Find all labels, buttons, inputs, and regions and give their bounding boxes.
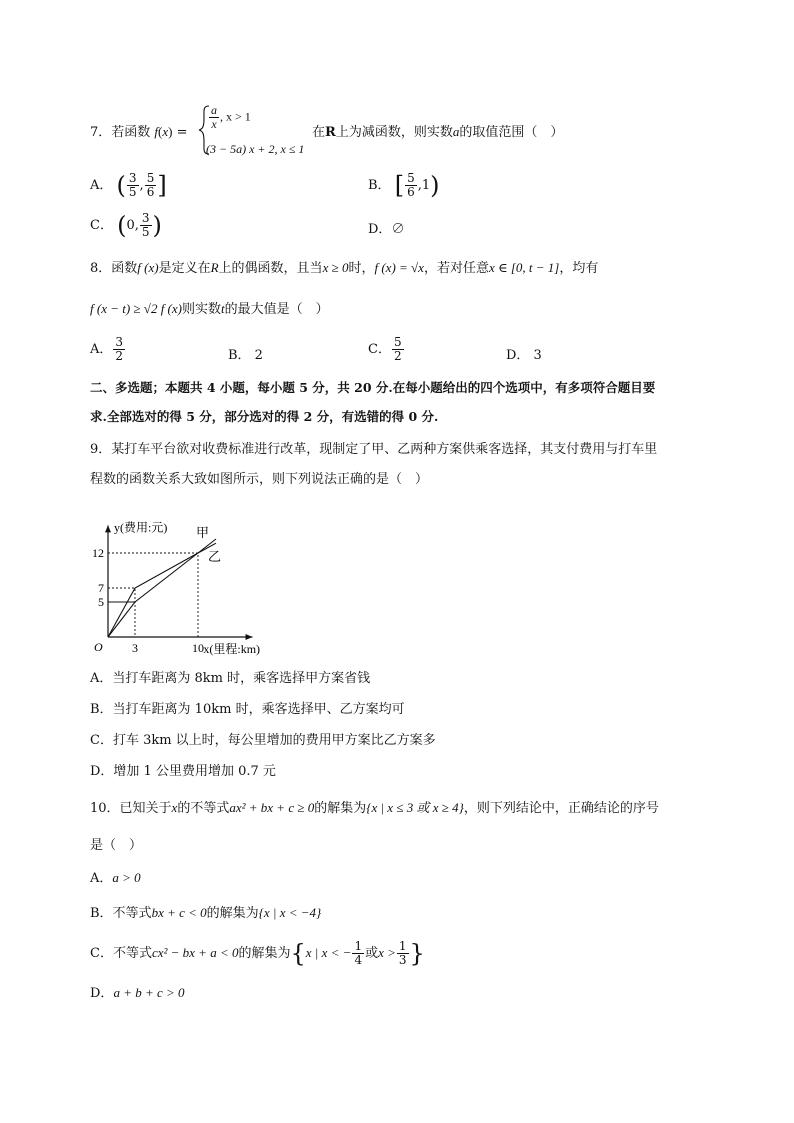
- q7-option-c[interactable]: [90, 212, 162, 239]
- y-tick-label: 5: [98, 595, 104, 609]
- q8-l2-b: 的最大值是（ ）: [224, 302, 329, 317]
- q7-suffix-post: 上为减函数，则实数: [335, 125, 453, 140]
- q7-piece2: (3 − 5a) x + 2, x ≤ 1: [206, 142, 305, 156]
- q8-option-c[interactable]: [368, 336, 405, 363]
- q10-b-expr: bx + c < 0: [151, 905, 207, 920]
- q7-fname: f: [154, 124, 159, 139]
- q10-a-expr: a > 0: [112, 870, 141, 885]
- q10-l1-x: x: [171, 800, 178, 815]
- q7-d-val: ∅: [391, 222, 405, 237]
- q8-l1-e: ，若对任意: [423, 261, 489, 276]
- q10-c-n1: 1: [354, 939, 363, 953]
- q9-option-c[interactable]: C．打车 3km 以上时，每公里增加的费用甲方案比乙方案多: [90, 733, 436, 748]
- q10-l1-b: 的不等式: [177, 801, 230, 816]
- x-tick-label: 3: [132, 641, 138, 655]
- q10-option-b[interactable]: [90, 903, 321, 924]
- q7-suffix-pre: 在: [312, 125, 326, 140]
- q10-c-d2: 3: [398, 953, 407, 967]
- q8-l2-t: t: [221, 301, 225, 316]
- series-name-1: 甲: [196, 525, 210, 540]
- q10-c-or: 或: [365, 946, 379, 961]
- q7-piece1: [208, 104, 251, 131]
- q8-a-d: 2: [115, 349, 124, 363]
- q7-b-label: B．: [368, 178, 391, 193]
- y-axis-label: y(费用:元): [114, 520, 168, 535]
- q7-piece1-den: x: [211, 117, 217, 131]
- q7-a-open: (: [116, 171, 126, 200]
- section2-heading-line2: 求.全部选对的得 5 分，部分选对的得 2 分，有选错的得 0 分.: [90, 409, 439, 424]
- q10-option-d[interactable]: [90, 983, 185, 1004]
- q7-piece1-cond: , x > 1: [220, 109, 251, 124]
- q7-option-a[interactable]: [90, 172, 167, 199]
- q10-b-a: B．不等式: [90, 906, 152, 921]
- q7-a-n2: 5: [146, 171, 155, 185]
- q7-stem-prefix: [90, 122, 188, 143]
- q10-l1-expr: ax² + bx + c ≥ 0: [229, 800, 315, 815]
- q7-a-label: A．: [90, 178, 113, 193]
- q7-piece1-num: a: [211, 103, 217, 117]
- q10-c-a: C．不等式: [90, 946, 152, 961]
- q10-a-label: A．: [90, 871, 113, 886]
- q7-a-comma: ,: [139, 178, 144, 193]
- q10-line2: 是（ ）: [90, 838, 143, 853]
- q8-l1-range: x ∈ [0, t − 1]: [488, 260, 560, 275]
- q8-l1-f2: ，均有: [559, 261, 599, 276]
- q7-a-d2: 6: [146, 185, 155, 199]
- q8-c-n: 5: [393, 335, 402, 349]
- q9-chart: [90, 498, 290, 660]
- q10-c-set-b: x >: [378, 945, 396, 960]
- q7-c-n: 3: [141, 211, 150, 225]
- q8-l1-d: 时，: [348, 261, 375, 276]
- q7-a-n1: 3: [128, 171, 137, 185]
- y-tick-label: 12: [92, 546, 104, 560]
- q7-function-name: f(x): [154, 124, 173, 139]
- q8-l2-expr: f (x − t) ≥ √2 f (x): [90, 301, 182, 316]
- q7-a: a: [452, 124, 460, 139]
- x-axis-label: x(里程:km): [203, 642, 261, 656]
- q10-l1-d: ，则下列结论中，正确结论的序号: [463, 801, 659, 816]
- q10-b-set: {x | x < −4}: [258, 905, 322, 920]
- q7-b-rest: ,1: [417, 178, 431, 193]
- q7-option-d[interactable]: [368, 218, 404, 237]
- q8-line1: [90, 258, 598, 279]
- q8-line2: [90, 299, 329, 320]
- q10-option-a[interactable]: [90, 868, 141, 889]
- q7-c-close: ): [152, 211, 162, 240]
- q8-l1-b: 是定义在: [158, 261, 211, 276]
- q10-l1-set: {x | x ≤ 3 或 x ≥ 4}: [366, 800, 464, 815]
- series-name-2: 乙: [208, 549, 222, 565]
- q7-c-zero: 0,: [126, 218, 139, 233]
- q7-b-n: 5: [407, 171, 415, 185]
- q7-stem-suffix: [312, 122, 563, 143]
- q8-l1-a: 8．函数: [90, 261, 138, 276]
- q10-b-b: 的解集为: [206, 906, 259, 921]
- q8-l1-c: 上的偶函数，且当: [218, 261, 323, 276]
- q8-c-label: C．: [368, 342, 391, 357]
- y-tick-label: 7: [98, 581, 104, 595]
- q10-option-c[interactable]: C．不等式cx² − bx + a < 0的解集为{x | x < − $\frac{1}{4}$ 或x > $\frac{1}{3}$ }: [90, 939, 425, 968]
- q7-suffix-end: 的取值范围（ ）: [459, 125, 564, 140]
- q7-eq: =: [176, 125, 188, 140]
- y-axis-arrow-icon: [105, 525, 111, 532]
- q7-c-open: (: [117, 211, 127, 240]
- x-tick-label: 10: [192, 641, 204, 655]
- q10-c-set-a: x | x < −: [305, 945, 352, 960]
- q8-l1-cond: x ≥ 0: [322, 260, 349, 275]
- q7-c-d: 5: [141, 225, 150, 239]
- q8-option-d[interactable]: D． 3: [506, 348, 542, 363]
- series-line-1: [108, 543, 216, 637]
- q7-d-label: D．: [368, 222, 392, 237]
- q7-c-label: C．: [90, 218, 113, 233]
- q7-fvar: x: [162, 124, 169, 139]
- q9-option-b[interactable]: B．当打车距离为 10km 时，乘客选择甲、乙方案均可: [90, 702, 405, 717]
- q8-l1-R: R: [210, 260, 219, 275]
- q7-a-close: ]: [157, 171, 167, 200]
- q8-option-b[interactable]: B． 2: [228, 348, 263, 363]
- q10-line1: [90, 798, 659, 819]
- q9-option-d[interactable]: D．增加 1 公里费用增加 0.7 元: [90, 764, 276, 779]
- q9-line1: 9．某打车平台欲对收费标准进行改革，现制定了甲、乙两种方案供乘客选择，其支付费用与打车里: [90, 442, 658, 457]
- q7-b-d: 6: [407, 185, 415, 199]
- q7-b-close: ): [430, 171, 440, 200]
- q7-prefix-text: 7．若函数: [90, 125, 151, 140]
- x-axis-arrow-icon: [246, 634, 253, 640]
- q8-a-label: A．: [90, 342, 113, 357]
- q9-line2: 程数的函数关系大致如图所示，则下列说法正确的是（ ）: [90, 472, 429, 487]
- q10-d-label: D．: [90, 986, 114, 1001]
- origin-label: O: [94, 640, 103, 654]
- q10-c-n2: 1: [398, 939, 407, 953]
- q8-option-a[interactable]: [90, 336, 126, 363]
- q10-l1-c: 的解集为: [314, 801, 367, 816]
- q9-option-a[interactable]: A．当打车距离为 8km 时，乘客选择甲方案省钱: [90, 671, 371, 686]
- q7-a-d1: 5: [128, 185, 137, 199]
- q10-c-expr: cx² − bx + a < 0: [151, 945, 239, 960]
- q10-l1-a: 10．已知关于: [90, 801, 172, 816]
- section2-heading-line1: 二、多选题；本题共 4 小题，每小题 5 分，共 20 分.在每小题给出的四个选项中，有多项符合题目要: [90, 380, 656, 395]
- q7-b-open: [: [394, 171, 405, 200]
- q10-d-expr: a + b + c > 0: [113, 985, 185, 1000]
- q8-l1-eq: f (x) = √x: [374, 260, 424, 275]
- q7-R: R: [325, 125, 336, 140]
- q8-a-n: 3: [115, 335, 124, 349]
- q7-option-b[interactable]: [368, 172, 440, 199]
- guide-10-12: [108, 553, 198, 637]
- q8-c-d: 2: [393, 349, 402, 363]
- q10-c-b: 的解集为: [238, 946, 291, 961]
- q8-l1-f: f (x): [137, 260, 159, 275]
- q8-l2-a: 则实数: [181, 302, 221, 317]
- q10-c-d1: 4: [354, 953, 363, 967]
